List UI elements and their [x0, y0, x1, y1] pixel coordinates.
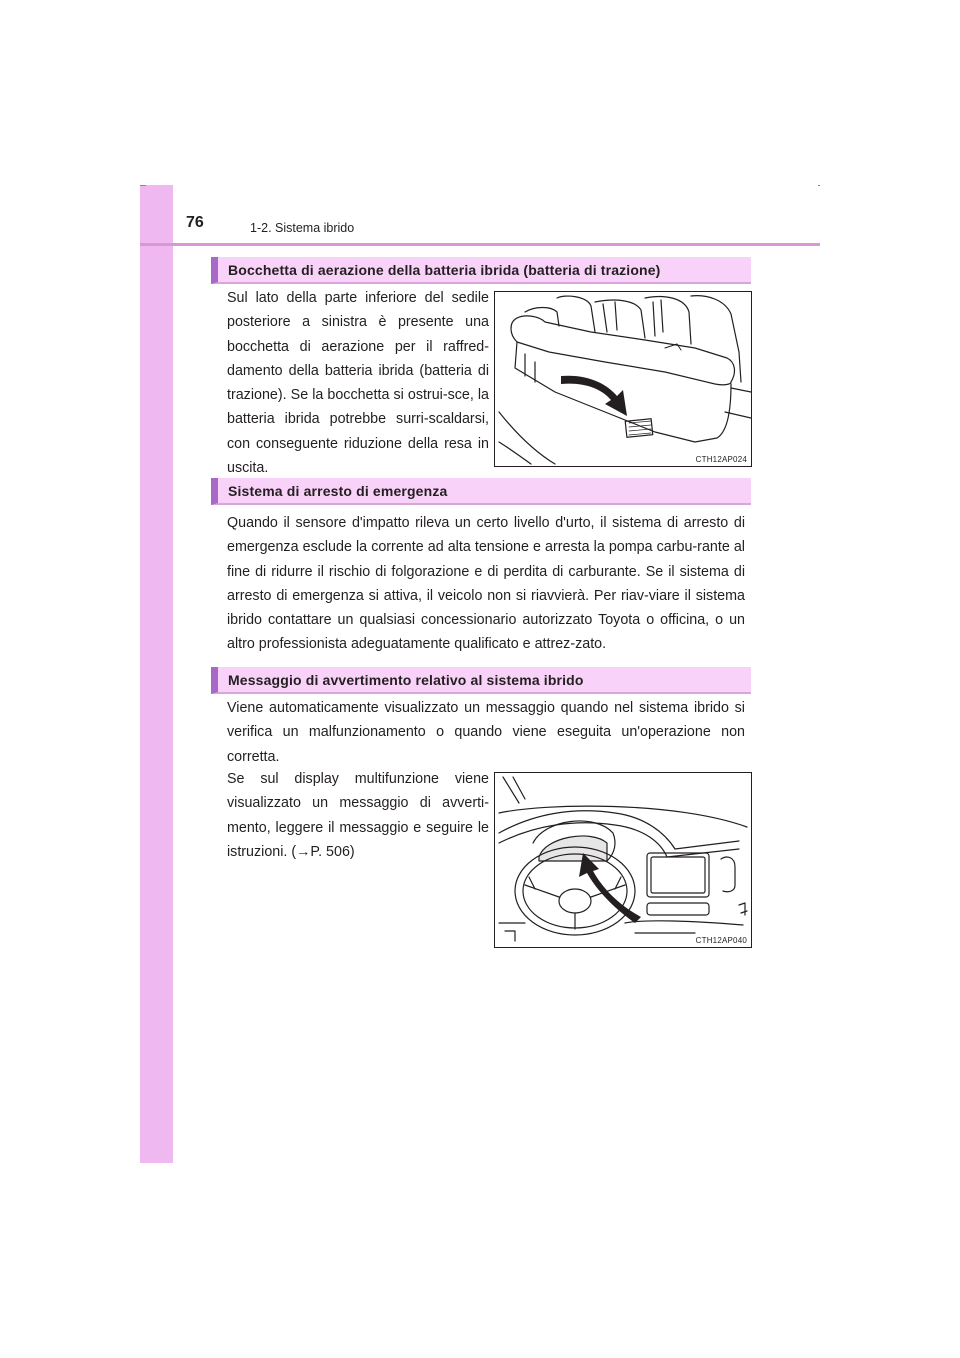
header-rule [140, 243, 820, 246]
crop-mark [818, 185, 820, 186]
paragraph: Se sul display multifunzione viene visualizzato un messaggio di avverti-mento, leggere il messaggio e seguire le istruzioni. (→P. 506) [227, 771, 489, 860]
section-heading-text: Bocchetta di aerazione della batteria ibrida (batteria di trazione) [228, 262, 661, 278]
section-heading-battery-vent [211, 257, 751, 284]
section-heading-text: Sistema di arresto di emergenza [228, 483, 448, 499]
figure-code: CTH12AP040 [695, 936, 747, 945]
rear-seat-illustration [495, 292, 751, 466]
figure-dashboard-display [494, 772, 752, 948]
dashboard-illustration [495, 773, 751, 947]
chapter-side-strip [140, 185, 173, 1163]
paragraph: Quando il sensore d'impatto rileva un certo livello d'urto, il sistema di arresto di emergenza esclude la corrente ad alta tensione e arresta la pompa carbu-rante al fine di ridurre il rischio di folgorazione e di perdita di carburante. Se il sistema di arresto di emergenza si attiva, il veicolo non si riavvierà. Per riav-viare il sistema ibrido contattare un qualsiasi concessionario autorizzato Toyota o officina, o un altro professionista adeguatamente qualificato e attrez-zato. [227, 515, 745, 653]
section-heading-text: Messaggio di avvertimento relativo al sistema ibrido [228, 672, 584, 688]
paragraph: Viene automaticamente visualizzato un messaggio quando nel sistema ibrido si verifica un malfunzionamento o quando viene eseguita un'operazione non corretta. [227, 700, 745, 765]
section-heading-emergency-shutoff [211, 478, 751, 505]
running-header: 1-2. Sistema ibrido [250, 221, 355, 235]
figure-rear-seat-vent [494, 291, 752, 467]
crop-mark [140, 185, 146, 186]
paragraph: Sul lato della parte inferiore del sedile posteriore a sinistra è presente una bocchetta di aerazione per il raffred-damento della batteria ibrida (batteria di trazione). Se la bocchetta si ostrui-sce, la batteria ibrida potrebbe surri-scaldarsi, con conseguente riduzione della resa in uscita. [227, 290, 489, 477]
figure-code: CTH12AP024 [695, 455, 747, 464]
page-number: 76 [186, 214, 204, 231]
section-heading-warning-message [211, 667, 751, 694]
